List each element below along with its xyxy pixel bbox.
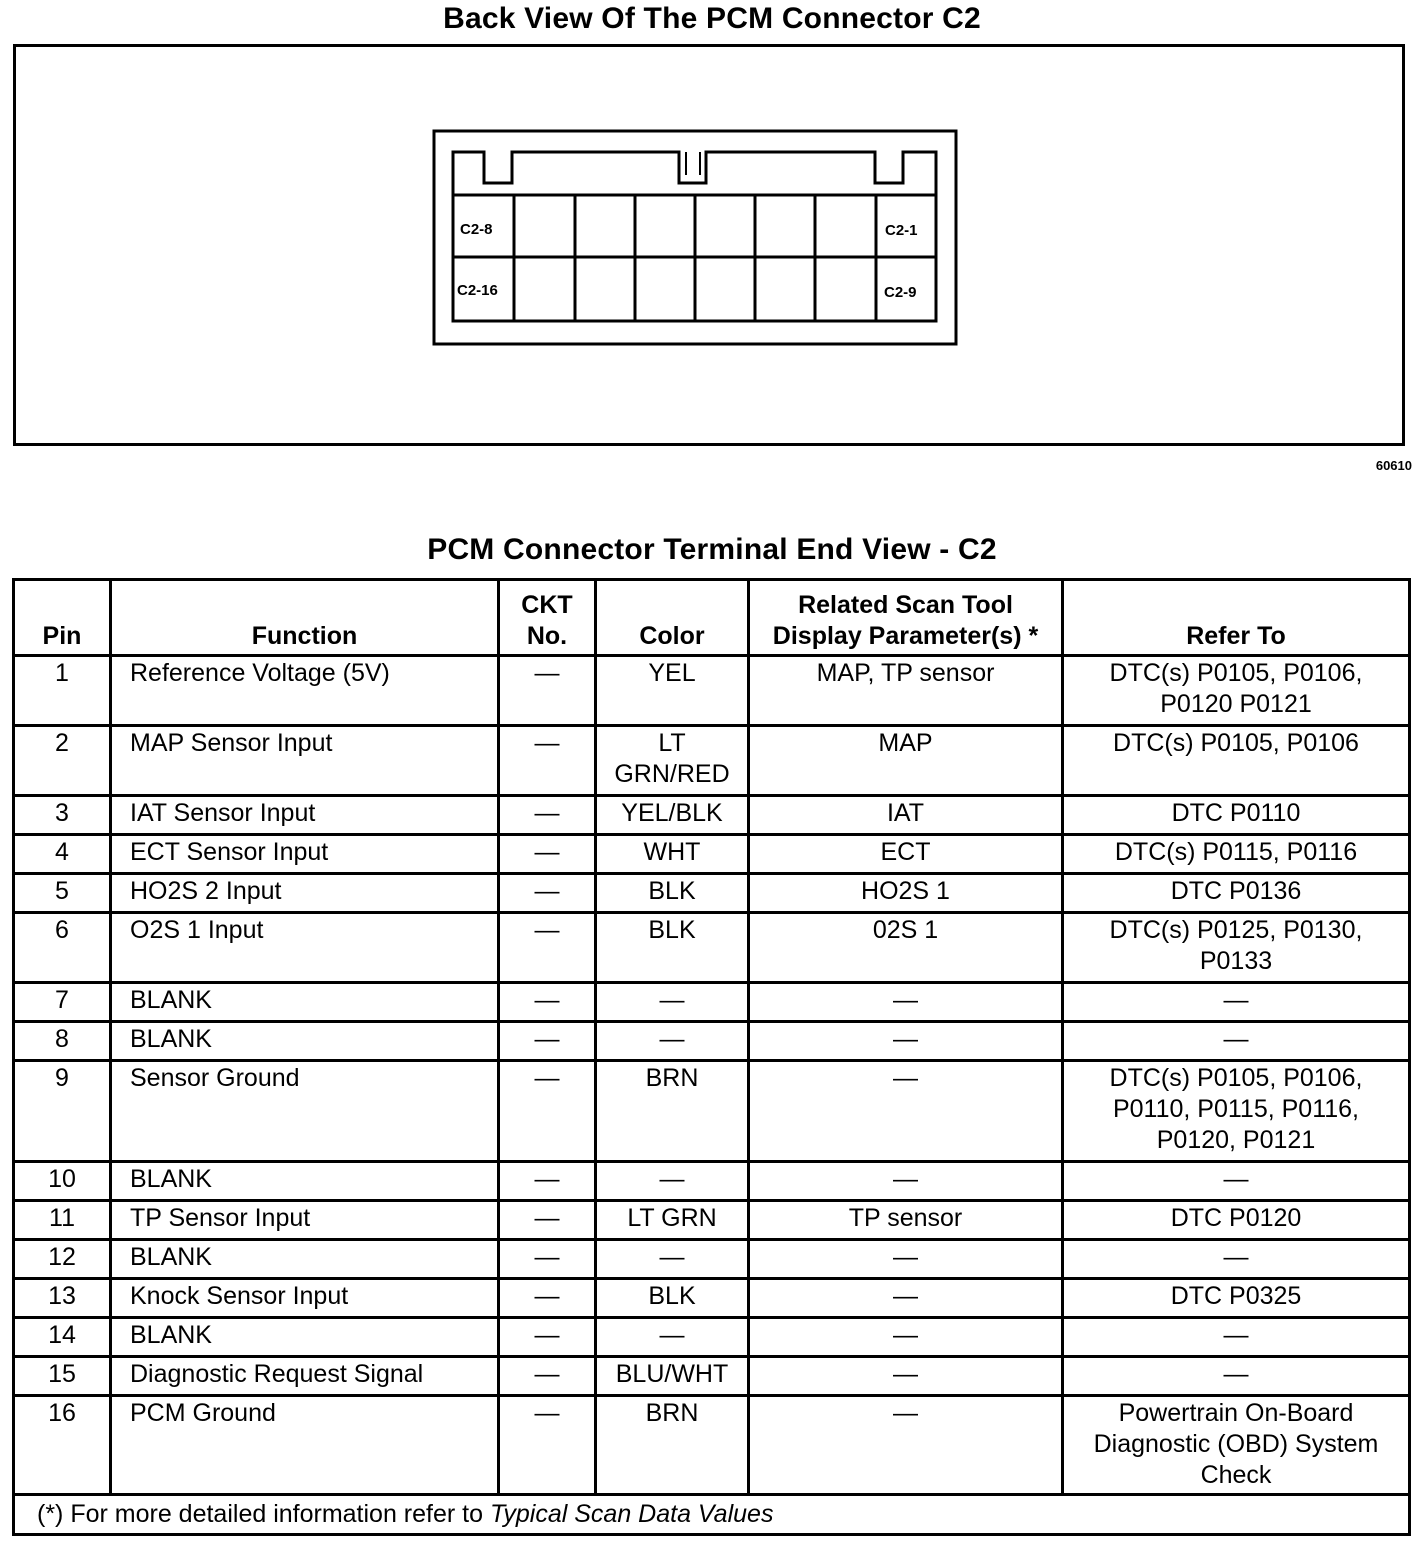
cell-function: TP Sensor Input xyxy=(111,1201,499,1240)
cell-refer-to: DTC(s) P0105, P0106, P0120 P0121 xyxy=(1063,656,1410,726)
cell-scan-parameter: HO2S 1 xyxy=(749,874,1063,913)
cell-color: — xyxy=(596,1318,749,1357)
cell-refer-to: — xyxy=(1063,1240,1410,1279)
diagram-title: Back View Of The PCM Connector C2 xyxy=(443,2,981,35)
cell-pin: 15 xyxy=(14,1357,111,1396)
cell-color: LT GRN xyxy=(596,1201,749,1240)
cell-pin: 11 xyxy=(14,1201,111,1240)
cell-pin: 9 xyxy=(14,1061,111,1162)
cell-scan-parameter: 02S 1 xyxy=(749,913,1063,983)
connector-notch-detail xyxy=(686,152,700,175)
cell-pin: 14 xyxy=(14,1318,111,1357)
cell-ckt: — xyxy=(499,983,596,1022)
cell-function: PCM Ground xyxy=(111,1396,499,1495)
cell-refer-to: DTC(s) P0105, P0106, P0110, P0115, P0116, P0120, P0121 xyxy=(1063,1061,1410,1162)
cell-color: YEL xyxy=(596,656,749,726)
cell-color: — xyxy=(596,1022,749,1061)
cell-pin: 8 xyxy=(14,1022,111,1061)
cell-function: Sensor Ground xyxy=(111,1061,499,1162)
header-color: Color xyxy=(596,580,749,656)
cell-color: BLU/WHT xyxy=(596,1357,749,1396)
cell-pin: 16 xyxy=(14,1396,111,1495)
cell-scan-parameter: — xyxy=(749,1162,1063,1201)
table-title: PCM Connector Terminal End View - C2 xyxy=(427,533,997,566)
table-row-pin-1 xyxy=(14,656,1410,726)
header-pin: Pin xyxy=(14,580,111,656)
table-row-pin-2 xyxy=(14,726,1410,796)
cell-pin: 4 xyxy=(14,835,111,874)
cell-function: MAP Sensor Input xyxy=(111,726,499,796)
header-function: Function xyxy=(111,580,499,656)
cell-label-c2-1: C2-1 xyxy=(885,222,918,239)
cell-refer-to: — xyxy=(1063,1022,1410,1061)
cell-refer-to: — xyxy=(1063,1162,1410,1201)
cell-ckt: — xyxy=(499,1022,596,1061)
cell-ckt: — xyxy=(499,1279,596,1318)
cell-refer-to: DTC P0110 xyxy=(1063,796,1410,835)
cell-function: BLANK xyxy=(111,1162,499,1201)
cell-ckt: — xyxy=(499,1061,596,1162)
cell-refer-to: — xyxy=(1063,1357,1410,1396)
cell-scan-parameter: ECT xyxy=(749,835,1063,874)
cell-pin: 6 xyxy=(14,913,111,983)
cell-scan-parameter: IAT xyxy=(749,796,1063,835)
cell-function: ECT Sensor Input xyxy=(111,835,499,874)
footnote xyxy=(14,1495,1410,1535)
cell-ckt: — xyxy=(499,1162,596,1201)
cell-scan-parameter: — xyxy=(749,983,1063,1022)
cell-scan-parameter: — xyxy=(749,1061,1063,1162)
footnote-row xyxy=(14,1495,1410,1535)
cell-function: IAT Sensor Input xyxy=(111,796,499,835)
cell-refer-to: Powertrain On-Board Diagnostic (OBD) System Check xyxy=(1063,1396,1410,1495)
cell-function: BLANK xyxy=(111,1318,499,1357)
table-row-pin-7 xyxy=(14,983,1410,1022)
cell-scan-parameter: — xyxy=(749,1357,1063,1396)
footnote-reference: Typical Scan Data Values xyxy=(489,1500,774,1528)
cell-color: YEL/BLK xyxy=(596,796,749,835)
cell-color: — xyxy=(596,1162,749,1201)
table-row-pin-6 xyxy=(14,913,1410,983)
table-row-pin-16 xyxy=(14,1396,1410,1495)
cell-refer-to: DTC P0325 xyxy=(1063,1279,1410,1318)
table-row-pin-4 xyxy=(14,835,1410,874)
table-row-pin-5 xyxy=(14,874,1410,913)
cell-label-c2-9: C2-9 xyxy=(884,284,917,301)
cell-scan-parameter: TP sensor xyxy=(749,1201,1063,1240)
cell-color: BLK xyxy=(596,1279,749,1318)
cell-function: BLANK xyxy=(111,1240,499,1279)
cell-function: Diagnostic Request Signal xyxy=(111,1357,499,1396)
cell-ckt: — xyxy=(499,1240,596,1279)
cell-ckt: — xyxy=(499,1396,596,1495)
cell-color: — xyxy=(596,983,749,1022)
cell-pin: 7 xyxy=(14,983,111,1022)
header-scan-parameter: Related Scan Tool Display Parameter(s) * xyxy=(749,580,1063,656)
cell-scan-parameter: — xyxy=(749,1240,1063,1279)
cell-ckt: — xyxy=(499,835,596,874)
cell-ckt: — xyxy=(499,1201,596,1240)
cell-function: O2S 1 Input xyxy=(111,913,499,983)
header-ckt: CKT No. xyxy=(499,580,596,656)
cell-function: Knock Sensor Input xyxy=(111,1279,499,1318)
cell-scan-parameter: MAP xyxy=(749,726,1063,796)
cell-refer-to: DTC(s) P0115, P0116 xyxy=(1063,835,1410,874)
cell-color: — xyxy=(596,1240,749,1279)
cell-color: BLK xyxy=(596,913,749,983)
cell-function: BLANK xyxy=(111,1022,499,1061)
cell-pin: 12 xyxy=(14,1240,111,1279)
table-row-pin-13 xyxy=(14,1279,1410,1318)
cell-ckt: — xyxy=(499,1357,596,1396)
cell-color: BRN xyxy=(596,1061,749,1162)
cell-color: BLK xyxy=(596,874,749,913)
cell-color: BRN xyxy=(596,1396,749,1495)
cell-function: HO2S 2 Input xyxy=(111,874,499,913)
cell-function: BLANK xyxy=(111,983,499,1022)
header-refer-to: Refer To xyxy=(1063,580,1410,656)
table-row-pin-14 xyxy=(14,1318,1410,1357)
cell-ckt: — xyxy=(499,656,596,726)
cell-refer-to: DTC(s) P0125, P0130, P0133 xyxy=(1063,913,1410,983)
terminal-table xyxy=(12,578,1411,1536)
connector-back-view-diagram xyxy=(430,127,962,349)
cell-color: WHT xyxy=(596,835,749,874)
cell-scan-parameter: — xyxy=(749,1396,1063,1495)
cell-scan-parameter: MAP, TP sensor xyxy=(749,656,1063,726)
cell-ckt: — xyxy=(499,1318,596,1357)
footnote-text: (*) For more detailed information refer to xyxy=(37,1500,490,1528)
cell-refer-to: DTC(s) P0105, P0106 xyxy=(1063,726,1410,796)
table-row-pin-11 xyxy=(14,1201,1410,1240)
cell-pin: 5 xyxy=(14,874,111,913)
terminal-cavity-grid xyxy=(453,195,936,321)
cell-scan-parameter: — xyxy=(749,1318,1063,1357)
table-row-pin-3 xyxy=(14,796,1410,835)
cell-pin: 1 xyxy=(14,656,111,726)
cell-refer-to: DTC P0120 xyxy=(1063,1201,1410,1240)
table-row-pin-10 xyxy=(14,1162,1410,1201)
cell-refer-to: — xyxy=(1063,1318,1410,1357)
cell-ckt: — xyxy=(499,913,596,983)
cell-refer-to: — xyxy=(1063,983,1410,1022)
table-header-row xyxy=(14,580,1410,656)
cell-scan-parameter: — xyxy=(749,1022,1063,1061)
table-row-pin-8 xyxy=(14,1022,1410,1061)
table-row-pin-15 xyxy=(14,1357,1410,1396)
cell-pin: 10 xyxy=(14,1162,111,1201)
table-row-pin-9 xyxy=(14,1061,1410,1162)
cell-pin: 13 xyxy=(14,1279,111,1318)
table-row-pin-12 xyxy=(14,1240,1410,1279)
cell-color: LT GRN/RED xyxy=(596,726,749,796)
cell-label-c2-8: C2-8 xyxy=(460,221,493,238)
figure-number: 60610 xyxy=(1375,458,1412,473)
cell-function: Reference Voltage (5V) xyxy=(111,656,499,726)
cell-pin: 3 xyxy=(14,796,111,835)
cell-ckt: — xyxy=(499,796,596,835)
cell-ckt: — xyxy=(499,874,596,913)
cell-scan-parameter: — xyxy=(749,1279,1063,1318)
cell-pin: 2 xyxy=(14,726,111,796)
cell-ckt: — xyxy=(499,726,596,796)
cell-label-c2-16: C2-16 xyxy=(457,282,498,299)
cell-refer-to: DTC P0136 xyxy=(1063,874,1410,913)
